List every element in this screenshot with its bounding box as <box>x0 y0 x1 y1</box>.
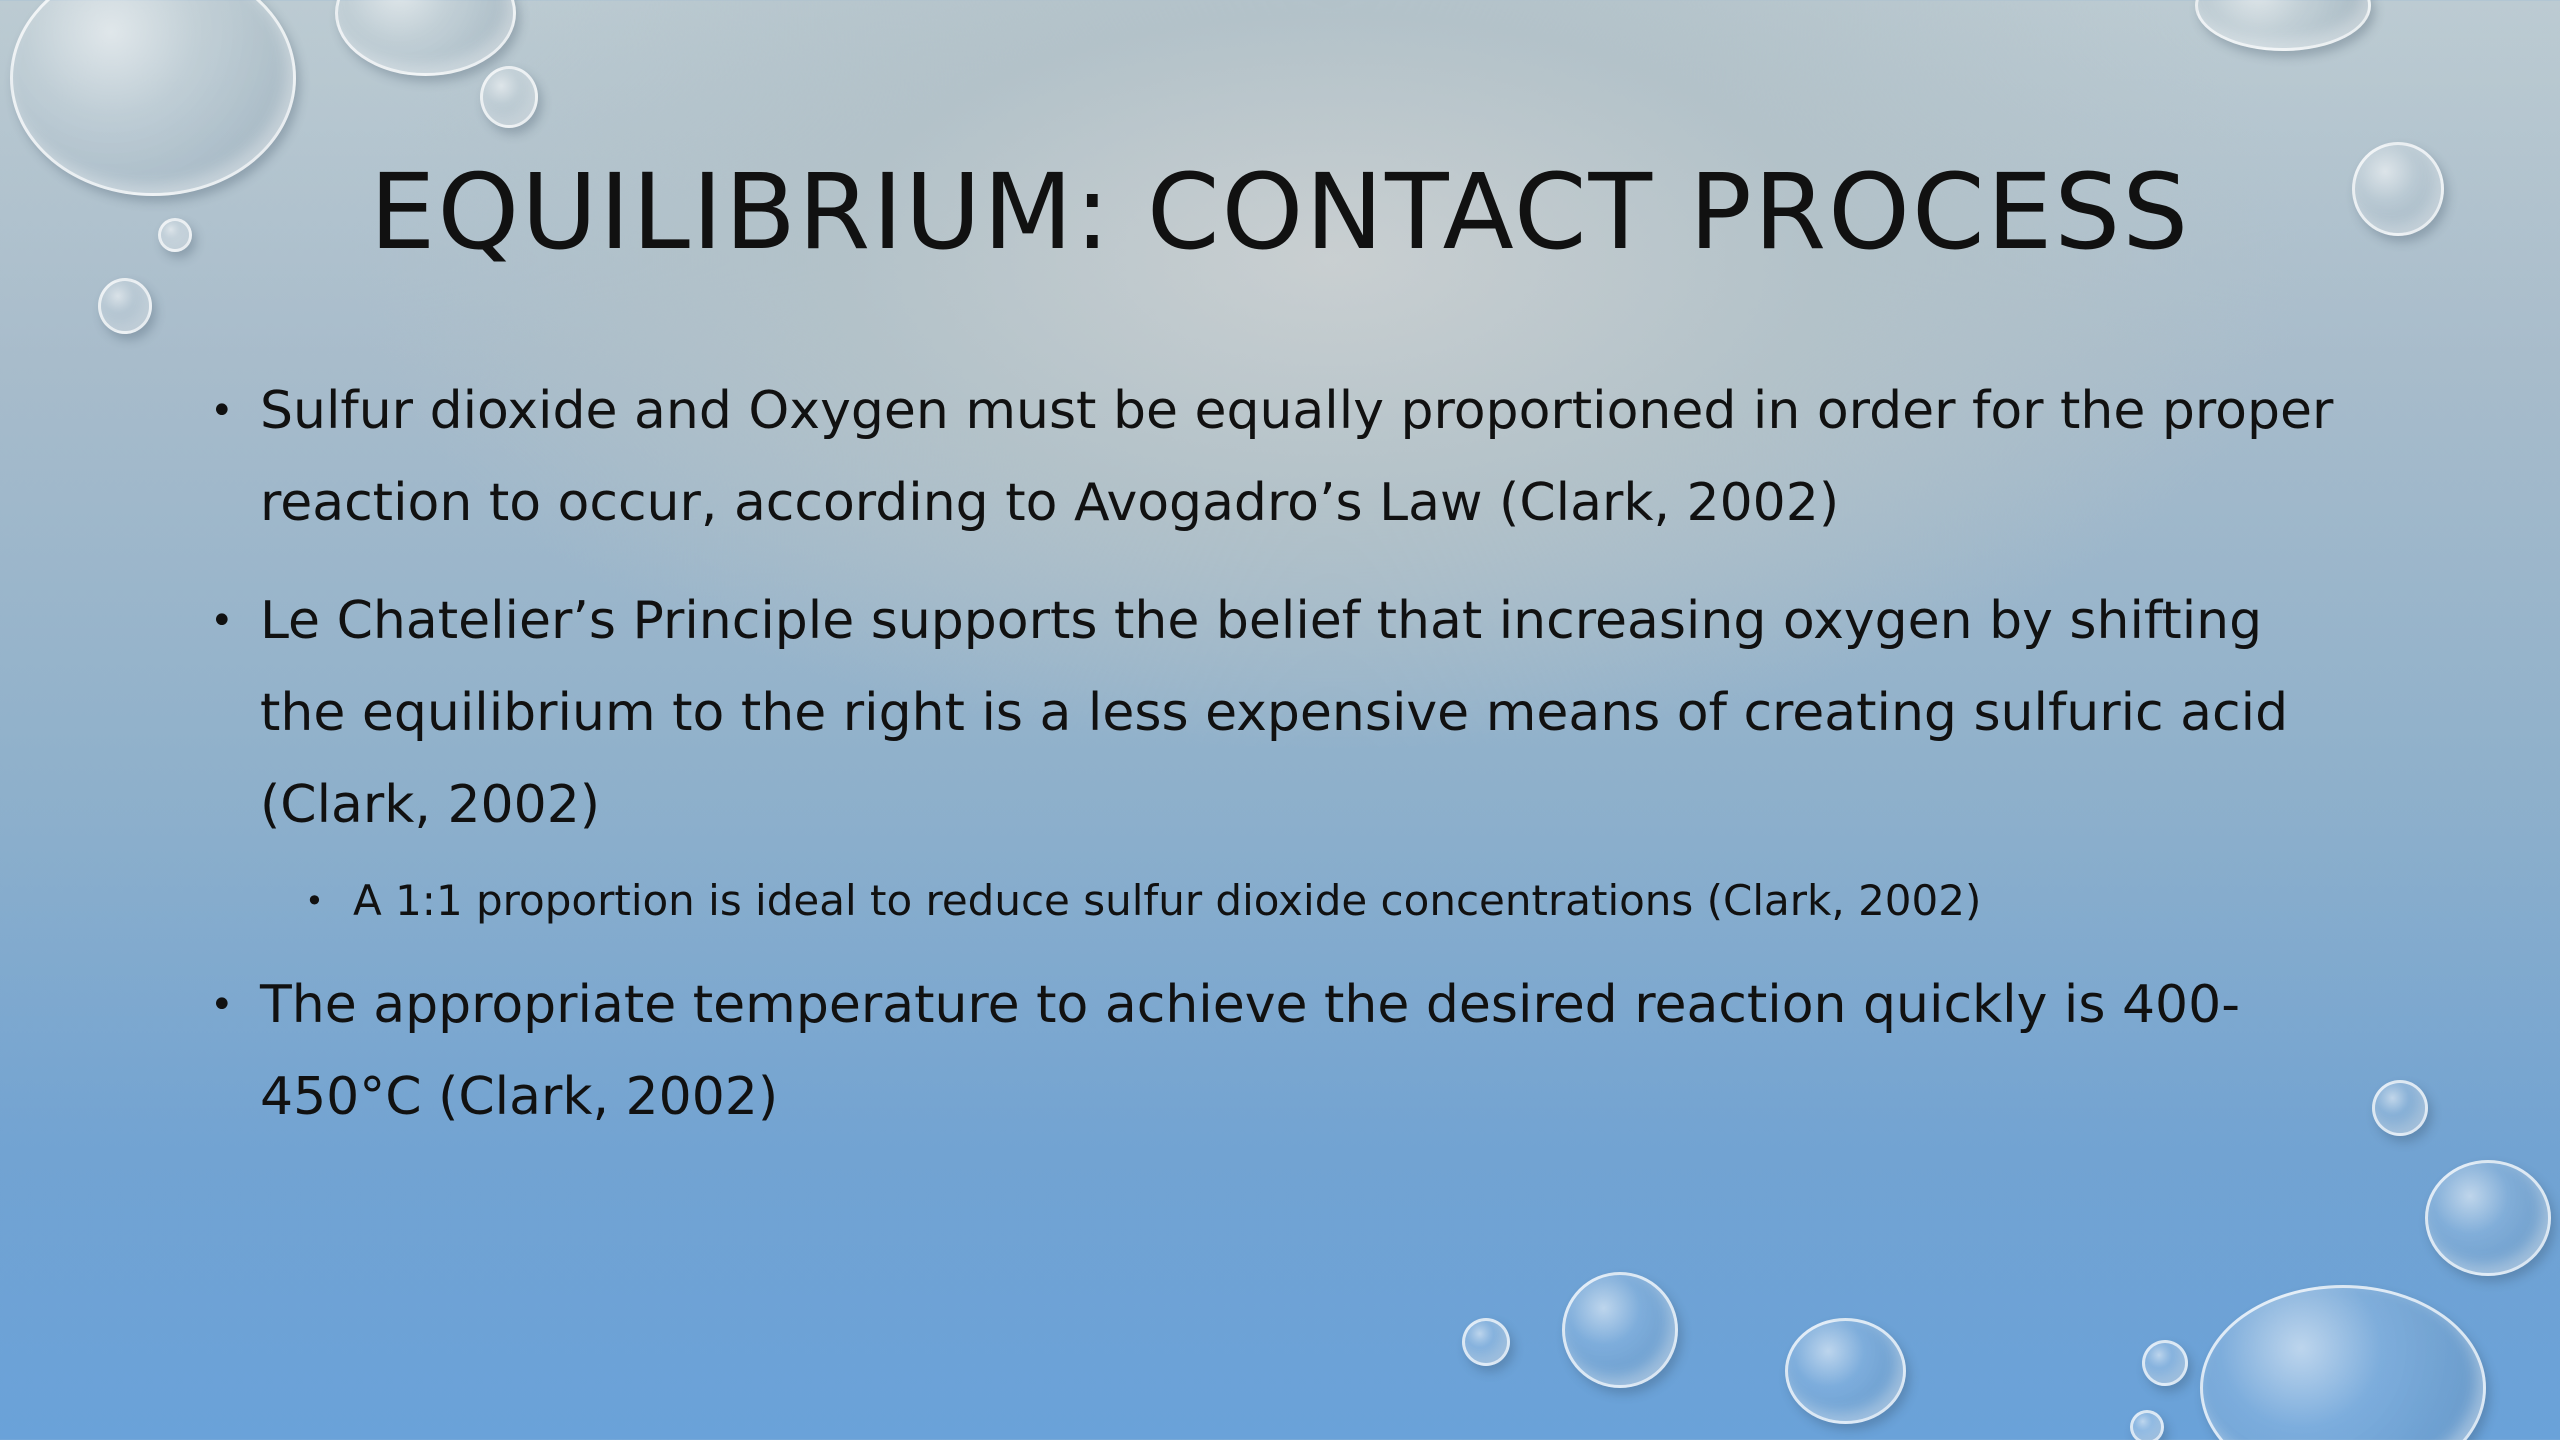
bullet-list <box>210 365 2350 1169</box>
droplet-icon <box>2372 1080 2428 1136</box>
bullet-icon: • <box>210 388 234 434</box>
droplet-icon <box>2200 1285 2486 1440</box>
bullet-text: Le Chatelier’s Principle supports the belief that increasing oxygen by shifting the equilibrium to the right is a less expensive means of creating sulfuric acid (Clark, 2002) <box>260 591 2289 835</box>
bullet-item <box>210 365 2350 549</box>
bullet-item <box>210 575 2350 851</box>
droplet-icon <box>2195 0 2371 51</box>
bullet-text: Sulfur dioxide and Oxygen must be equally proportioned in order for the proper reaction to occur, according to Avogadro’s Law (Clark, 2002) <box>260 381 2334 533</box>
bullet-icon: • <box>210 982 234 1028</box>
droplet-icon <box>335 0 516 76</box>
droplet-icon <box>1785 1318 1906 1424</box>
bullet-icon: • <box>210 598 234 644</box>
sub-bullet-item <box>305 869 2350 933</box>
bullet-icon: • <box>305 882 324 920</box>
bullet-item <box>210 959 2350 1143</box>
slide-title: EQUILIBRIUM: CONTACT PROCESS <box>369 151 2191 273</box>
droplet-icon <box>480 66 538 128</box>
droplet-icon <box>2425 1160 2551 1276</box>
bullet-text: The appropriate temperature to achieve the desired reaction quickly is 400-450°C (Clark, 2002) <box>260 975 2240 1127</box>
droplet-icon <box>2142 1340 2188 1386</box>
droplet-icon <box>1562 1272 1678 1388</box>
droplet-icon <box>98 278 152 334</box>
sub-bullet-text: A 1:1 proportion is ideal to reduce sulfur dioxide concentrations (Clark, 2002) <box>353 876 1982 925</box>
droplet-icon <box>1462 1318 1510 1366</box>
droplet-icon <box>2130 1410 2164 1440</box>
